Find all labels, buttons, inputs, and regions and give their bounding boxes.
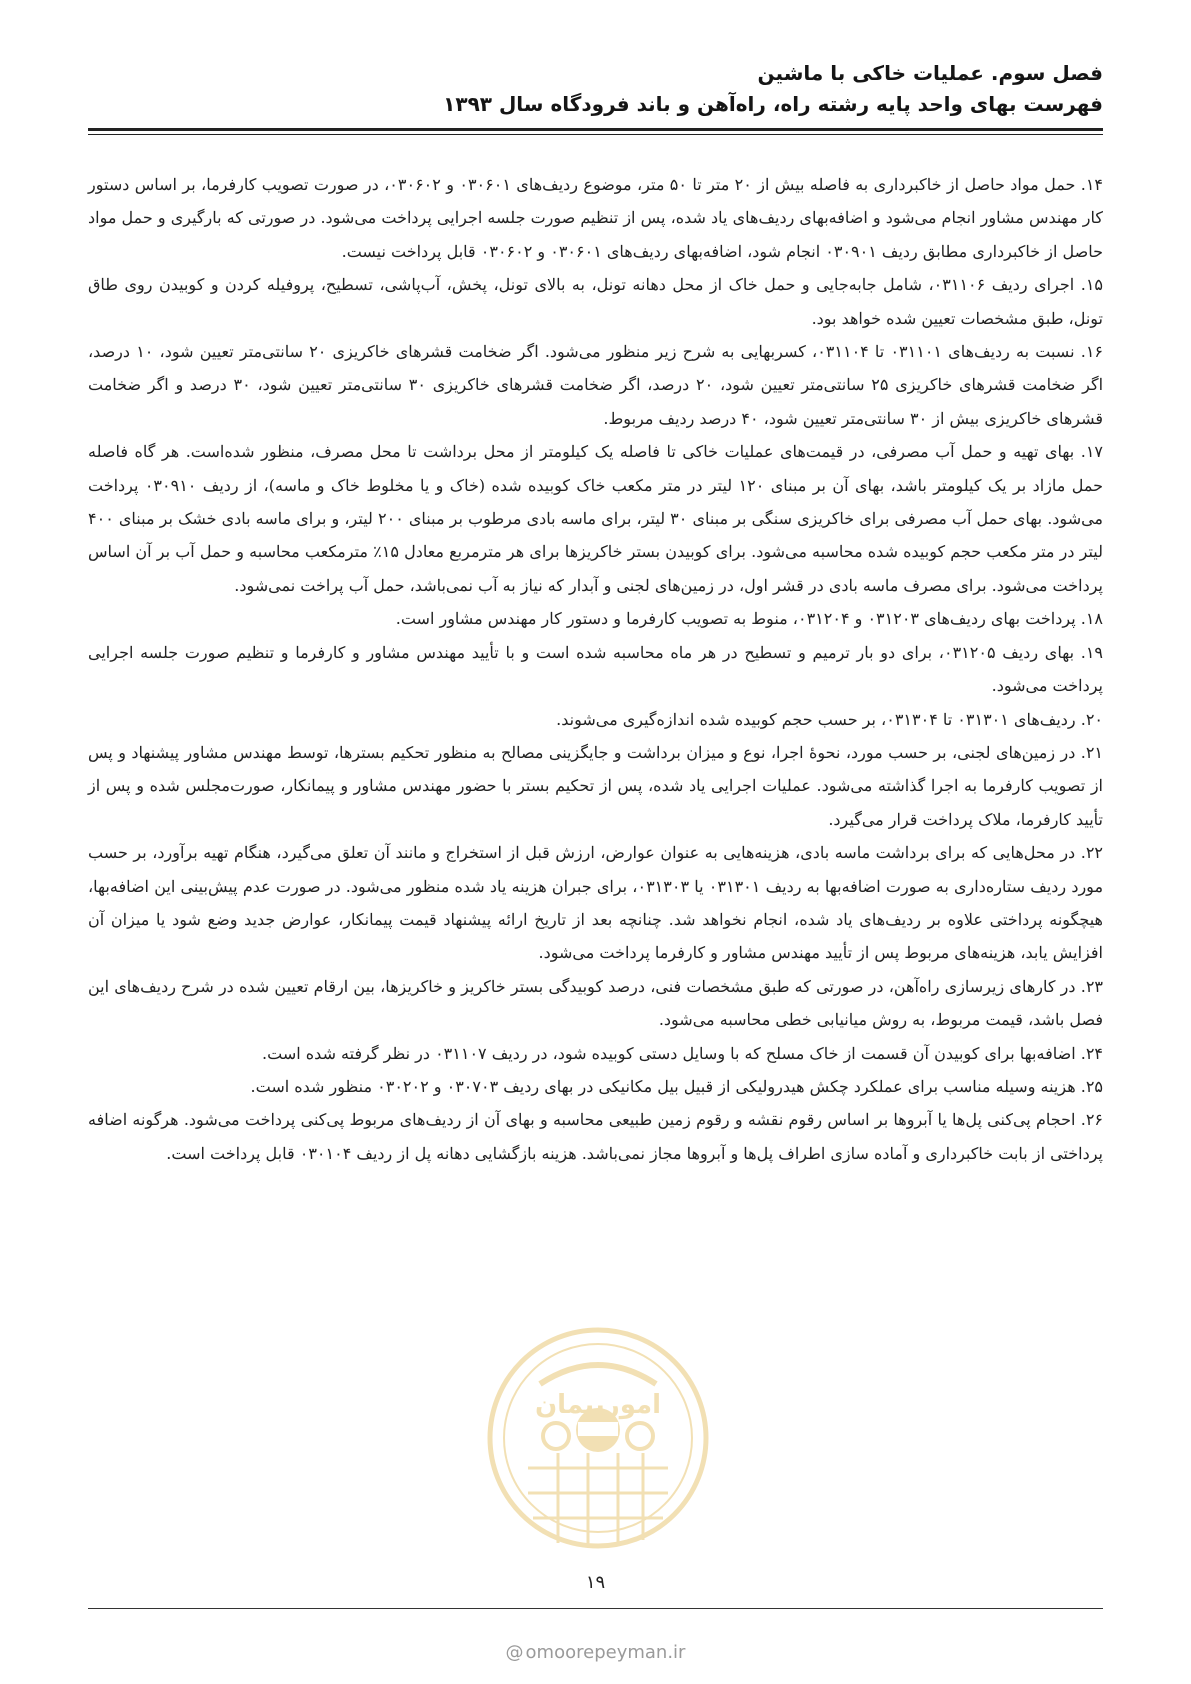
footer-rule bbox=[88, 1608, 1103, 1609]
body-text bbox=[88, 168, 1103, 1170]
site-url bbox=[0, 1642, 1191, 1663]
paragraph-20: ۲۰. ردیف‌های ۰۳۱۳۰۱ تا ۰۳۱۳۰۴، بر حسب حجم کوبیده شده اندازه‌گیری می‌شوند. bbox=[556, 709, 1103, 729]
page-header bbox=[88, 58, 1103, 120]
watermark-logo bbox=[478, 1318, 718, 1568]
document-title: فهرست بهای واحد پایه رشته راه، راه‌آهن و باند فرودگاه سال ۱۳۹۳ bbox=[443, 92, 1103, 116]
paragraph-19: ۱۹. بهای ردیف ۰۳۱۲۰۵، برای دو بار ترمیم و تسطیح در هر ماه محاسبه شده است و با تأیید مهندس مشاور و کارفرما و تنظیم صورت جلسه اجرایی پرداخت می‌شود. bbox=[88, 642, 1103, 696]
watermark-text: امورپیمان bbox=[534, 1390, 662, 1420]
header-rule-thin bbox=[88, 134, 1103, 135]
header-rule-thick bbox=[88, 128, 1103, 131]
page-number: ۱۹ bbox=[585, 1572, 606, 1593]
paragraph-23: ۲۳. در کارهای زیرسازی راه‌آهن، در صورتی که طبق مشخصات فنی، درصد کوبیدگی بستر خاکریز و خاکریزها، بین ارقام تعیین شده در شرح ردیف‌های این فصل باشد، قیمت مربوط، به روش میانیابی خطی محاسبه می‌شود. bbox=[88, 976, 1103, 1030]
paragraph-14: ۱۴. حمل مواد حاصل از خاکبرداری به فاصله بیش از ۲۰ متر تا ۵۰ متر، موضوع ردیف‌های ۰۳۰۶۰۱ و ۰۳۰۶۰۲، در صورت تصویب کارفرما، بر اساس دستور کار مهندس مشاور انجام می‌شود و اضافه‌بهای ردیف‌های یاد شده، پس از تنظیم صورت جلسه اجرایی پرداخت می‌شود. در صورتی که بارگیری و حمل مواد حاصل از خاکبرداری مطابق ردیف ۰۳۰۹۰۱ انجام شود، اضافه‌بهای ردیف‌های ۰۳۰۶۰۱ و ۰۳۰۶۰۲ قابل پرداخت نیست. bbox=[88, 175, 1103, 261]
paragraph-26: ۲۶. احجام پی‌کنی پل‌ها یا آبروها بر اساس رقوم نقشه و رقوم زمین طبیعی محاسبه و بهای آن از ردیف‌های مربوط پی‌کنی پرداخت می‌شود. هرگونه اضافه پرداختی از بابت خاکبرداری و آماده سازی اطراف پل‌ها و آبروها مجاز نمی‌باشد. هزینه بازگشایی دهانه پل از ردیف ۰۳۰۱۰۴ قابل پرداخت است. bbox=[88, 1110, 1103, 1163]
paragraph-15: ۱۵. اجرای ردیف ۰۳۱۱۰۶، شامل جابه‌جایی و حمل خاک از محل دهانه تونل، به بالای تونل، پخش، آب‌پاشی، تسطیح، پروفیله کردن و کوبیدن روی طاق تونل، طبق مشخصات تعیین شده خواهد بود. bbox=[88, 275, 1103, 328]
site-url-text: omoorepeyman.ir bbox=[525, 1642, 686, 1663]
paragraph-24: ۲۴. اضافه‌بها برای کوبیدن آن قسمت از خاک مسلح که با وسایل دستی کوبیده شود، در ردیف ۰۳۱۱۰۷ در نظر گرفته شده است. bbox=[262, 1043, 1103, 1063]
chapter-title: فصل سوم. عملیات خاکی با ماشین bbox=[757, 61, 1103, 85]
paragraph-25: ۲۵. هزینه وسیله مناسب برای عملکرد چکش هیدرولیکی از قبیل بیل مکانیکی در بهای ردیف ۰۳۰۷۰۳ و ۰۳۰۲۰۲ منظور شده است. bbox=[250, 1076, 1103, 1096]
paragraph-16: ۱۶. نسبت به ردیف‌های ۰۳۱۱۰۱ تا ۰۳۱۱۰۴، کسربهایی به شرح زیر منظور می‌شود. اگر ضخامت قشرهای خاکریزی ۲۰ سانتی‌متر تعیین شود، ۱۰ درصد، اگر ضخامت قشرهای خاکریزی ۲۵ سانتی‌متر تعیین شود، ۲۰ درصد، اگر ضخامت قشرهای خاکریزی ۳۰ سانتی‌متر تعیین شود، ۳۰ درصد و اگر ضخامت قشرهای خاکریزی بیش از ۳۰ سانتی‌متر تعیین شود، ۴۰ درصد ردیف مربوط. bbox=[88, 342, 1104, 428]
paragraph-22: ۲۲. در محل‌هایی که برای برداشت ماسه بادی، هزینه‌هایی به عنوان عوارض، ارزش قبل از استخراج و مانند آن تعلق می‌گیرد، هنگام تهیه برآورد، بر حسب مورد ردیف ستاره‌داری به صورت اضافه‌بها به ردیف ۰۳۱۳۰۱ یا ۰۳۱۳۰۳، برای جبران هزینه یاد شده منظور می‌شود. در صورت عدم پیش‌بینی این اضافه‌بها، هیچگونه پرداختی علاوه بر ردیف‌های یاد شده، انجام نخواهد شد. چنانچه بعد از تاریخ ارائه پیشنهاد قیمت پیمانکار، عوارض جدید وضع شود یا میزان آن افزایش یابد، هزینه‌های مربوط پس از تأیید مهندس مشاور و کارفرما پرداخت می‌شود. bbox=[88, 843, 1104, 963]
at-sign-icon: @ bbox=[505, 1642, 524, 1663]
paragraph-21: ۲۱. در زمین‌های لجنی، بر حسب مورد، نحوهٔ اجرا، نوع و میزان برداشت و جایگزینی مصالح به منظور تحکیم بسترها، توسط مهندس مشاور پیشنهاد و پس از تصویب کارفرما به اجرا گذاشته می‌شود. عملیات اجرایی یاد شده، پس از تحکیم بستر با حضور مهندس مشاور و پیمانکار، صورت‌مجلس شده و پس از تأیید کارفرما، ملاک پرداخت قرار می‌گیرد. bbox=[88, 742, 1103, 829]
paragraph-18: ۱۸. پرداخت بهای ردیف‌های ۰۳۱۲۰۳ و ۰۳۱۲۰۴، منوط به تصویب کارفرما و دستور کار مهندس مشاور است. bbox=[395, 609, 1103, 629]
paragraph-17: ۱۷. بهای تهیه و حمل آب مصرفی، در قیمت‌های عملیات خاکی تا فاصله یک کیلومتر از محل برداشت تا محل مصرف، منظور شده‌است. هر گاه فاصله حمل مازاد بر یک کیلومتر باشد، بهای آن بر مبنای ۱۲۰ لیتر در متر مکعب خاک کوبیده شده (خاک و یا مخلوط خاک و ماسه)، از ردیف ۰۳۰۹۱۰ پرداخت می‌شود. بهای حمل آب مصرفی برای خاکریزی سنگی بر مبنای ۳۰ لیتر، برای ماسه بادی مرطوب بر مبنای ۲۰۰ لیتر، و برای ماسه بادی خشک بر مبنای ۴۰۰ لیتر در متر مکعب حجم کوبیده شده محاسبه می‌شود. برای کوبیدن بستر خاکریزها برای هر مترمربع معادل ۱۵٪ مترمکعب محاسبه و حمل آب بر آن اساس پرداخت می‌شود. برای مصرف ماسه بادی در قشر اول، در زمین‌های لجنی و آبدار که نیاز به آب نمی‌باشد، حمل آب پراخت نمی‌شود. bbox=[88, 442, 1104, 595]
